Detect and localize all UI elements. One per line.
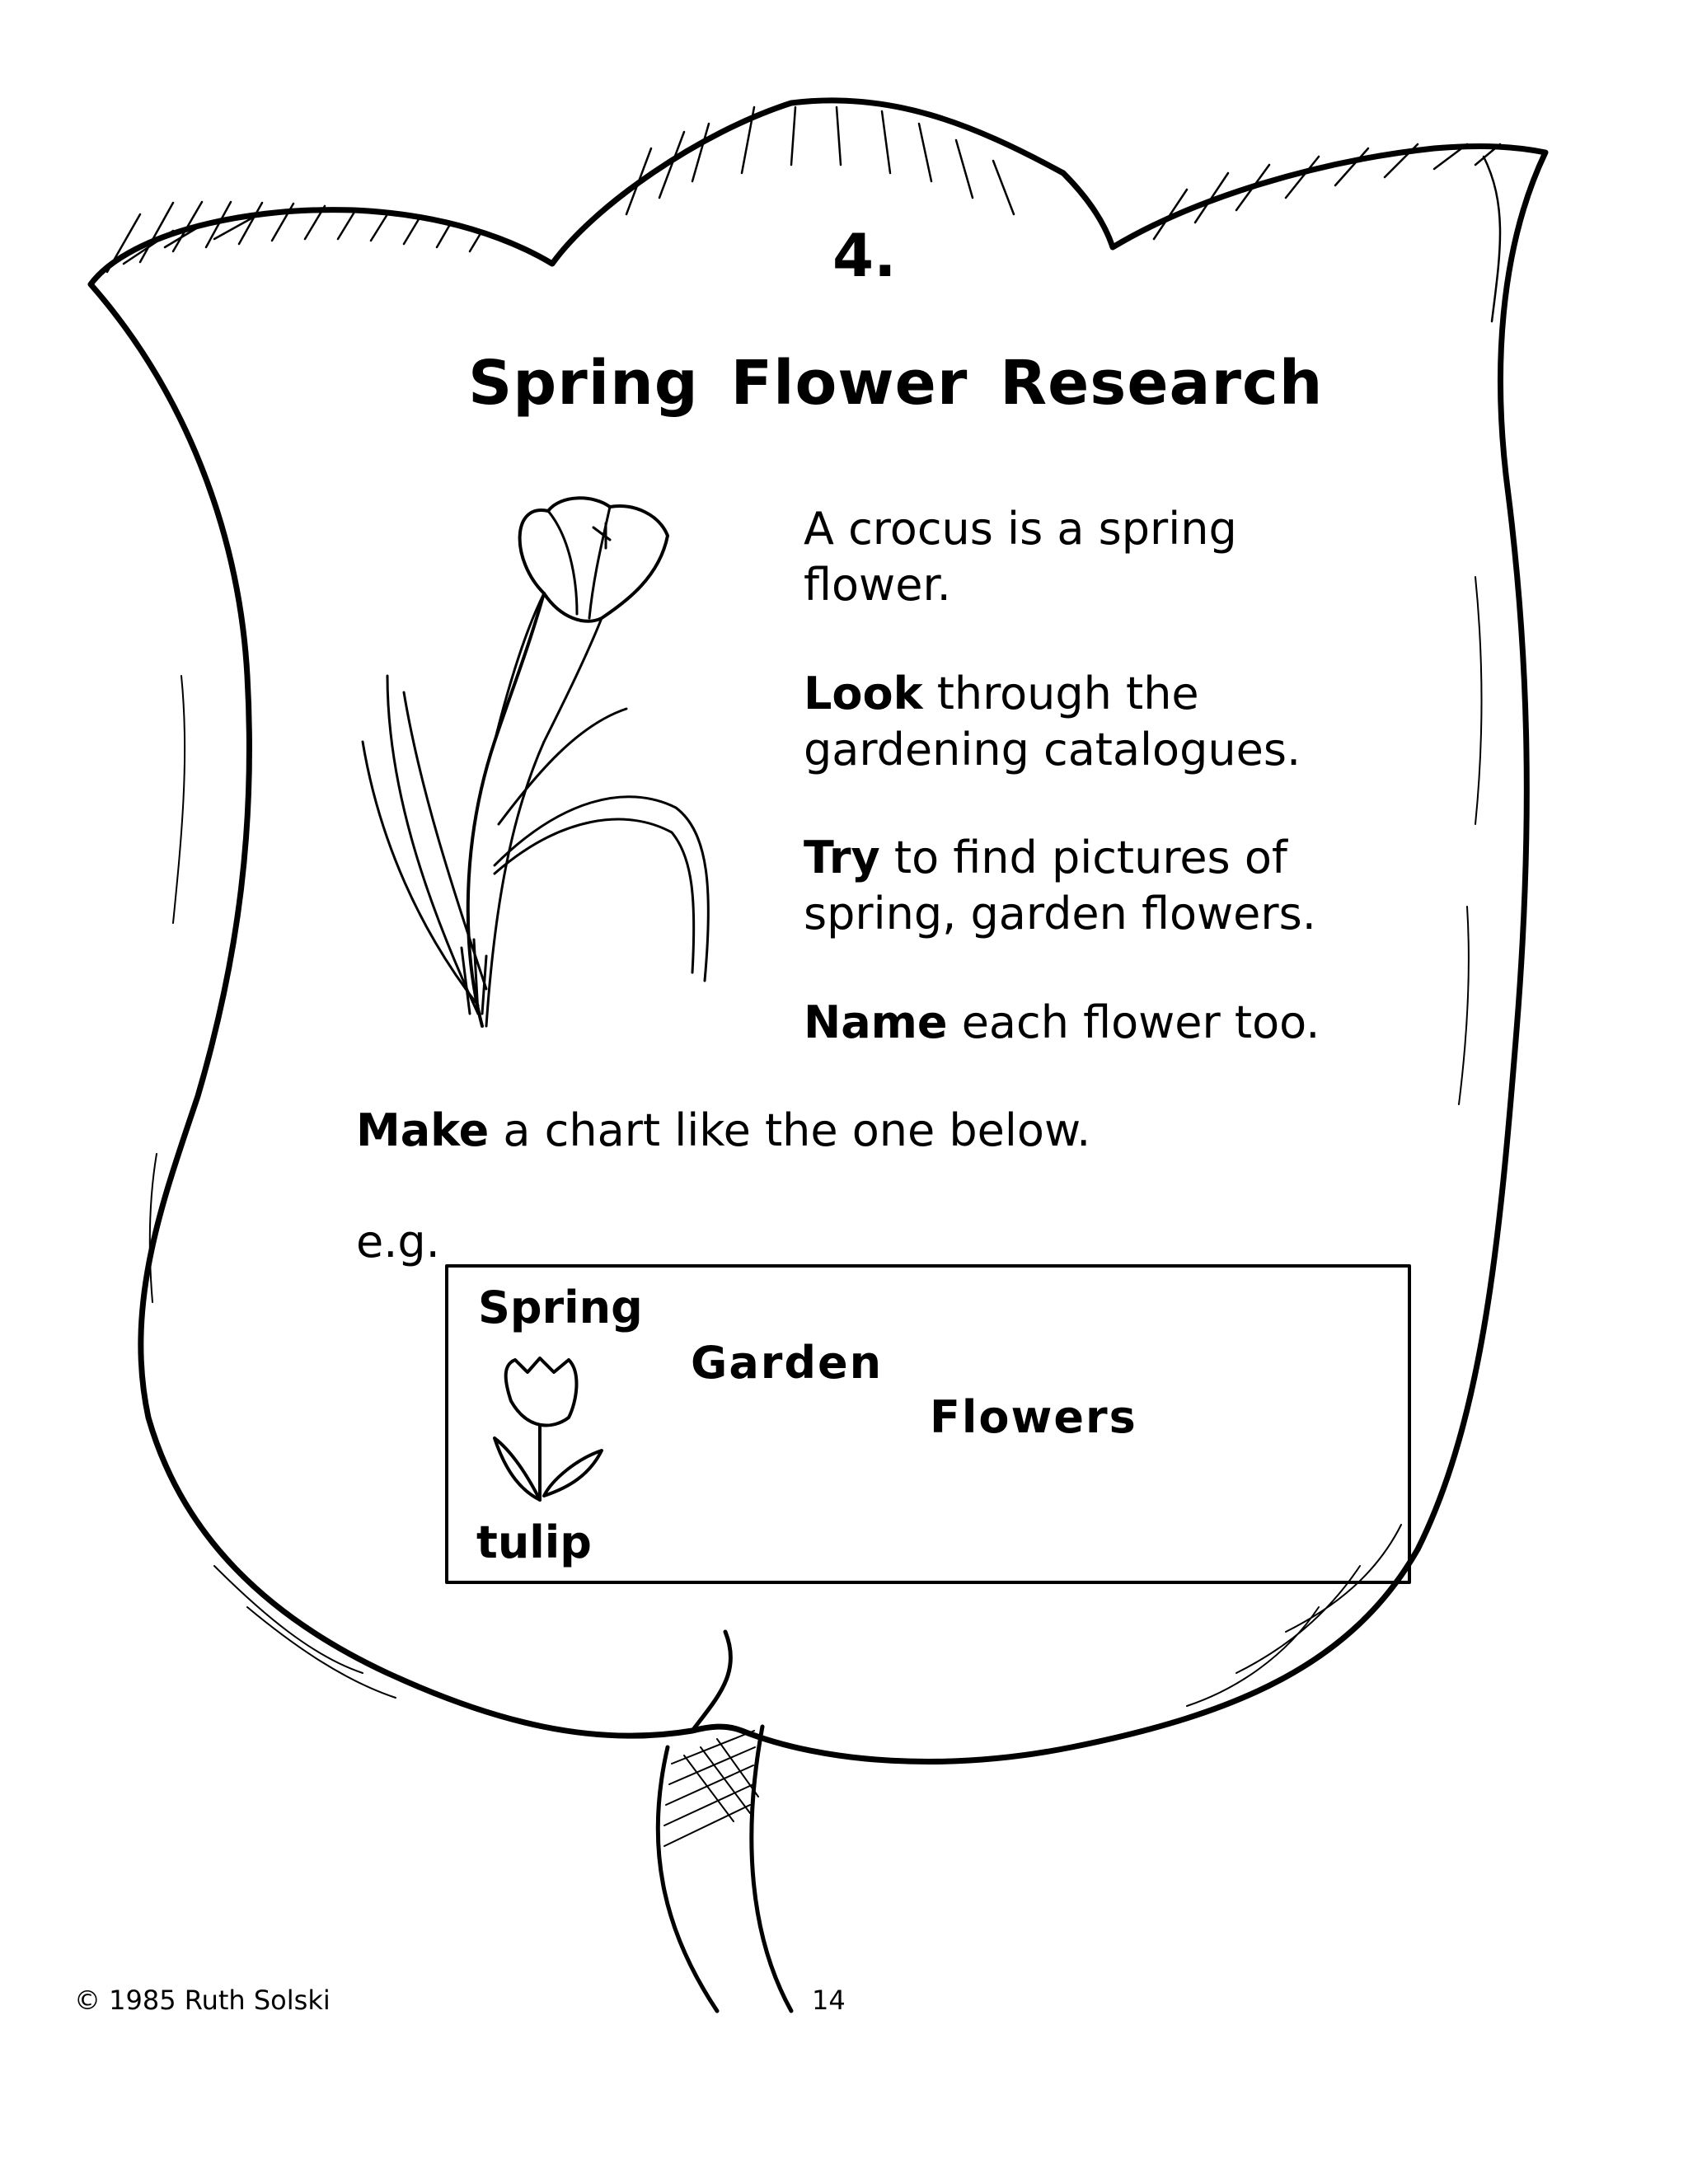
page-title: Spring Flower Research: [468, 348, 1324, 419]
example-flower-name: tulip: [476, 1516, 592, 1568]
bold-keyword: Try: [804, 832, 880, 883]
activity-number: 4.: [832, 221, 897, 290]
page-number: 14: [812, 1985, 846, 2016]
example-label: e.g.: [356, 1216, 440, 1268]
instruction-text: a chart like the one below.: [489, 1104, 1091, 1156]
paragraph-line: through the: [922, 668, 1199, 719]
paragraph-try: [804, 830, 1316, 942]
paragraph-line: spring, garden flowers.: [804, 888, 1316, 940]
tulip-stem: [658, 1727, 791, 2011]
paragraph-line: to find pictures of: [879, 832, 1287, 883]
copyright-notice: © 1985 Ruth Solski: [74, 1985, 331, 2016]
paragraph-look: [804, 666, 1301, 778]
paragraph-line: flower.: [804, 559, 951, 611]
paragraph-name: [804, 995, 1320, 1051]
example-word-flowers: Flowers: [930, 1391, 1137, 1443]
crocus-drawing: [363, 498, 708, 1026]
instruction-make-chart: [356, 1104, 1090, 1156]
paragraph-line: each flower too.: [947, 996, 1320, 1048]
bold-keyword: Name: [804, 996, 948, 1048]
paragraph-crocus: [804, 501, 1237, 613]
paragraph-line: A crocus is a spring: [804, 503, 1237, 555]
bold-keyword: Look: [804, 668, 923, 719]
bold-keyword: Make: [356, 1104, 490, 1156]
small-tulip-icon: [495, 1358, 602, 1500]
paragraph-line: gardening catalogues.: [804, 724, 1301, 776]
example-word-garden: Garden: [691, 1337, 884, 1389]
example-word-spring: Spring: [478, 1282, 643, 1333]
